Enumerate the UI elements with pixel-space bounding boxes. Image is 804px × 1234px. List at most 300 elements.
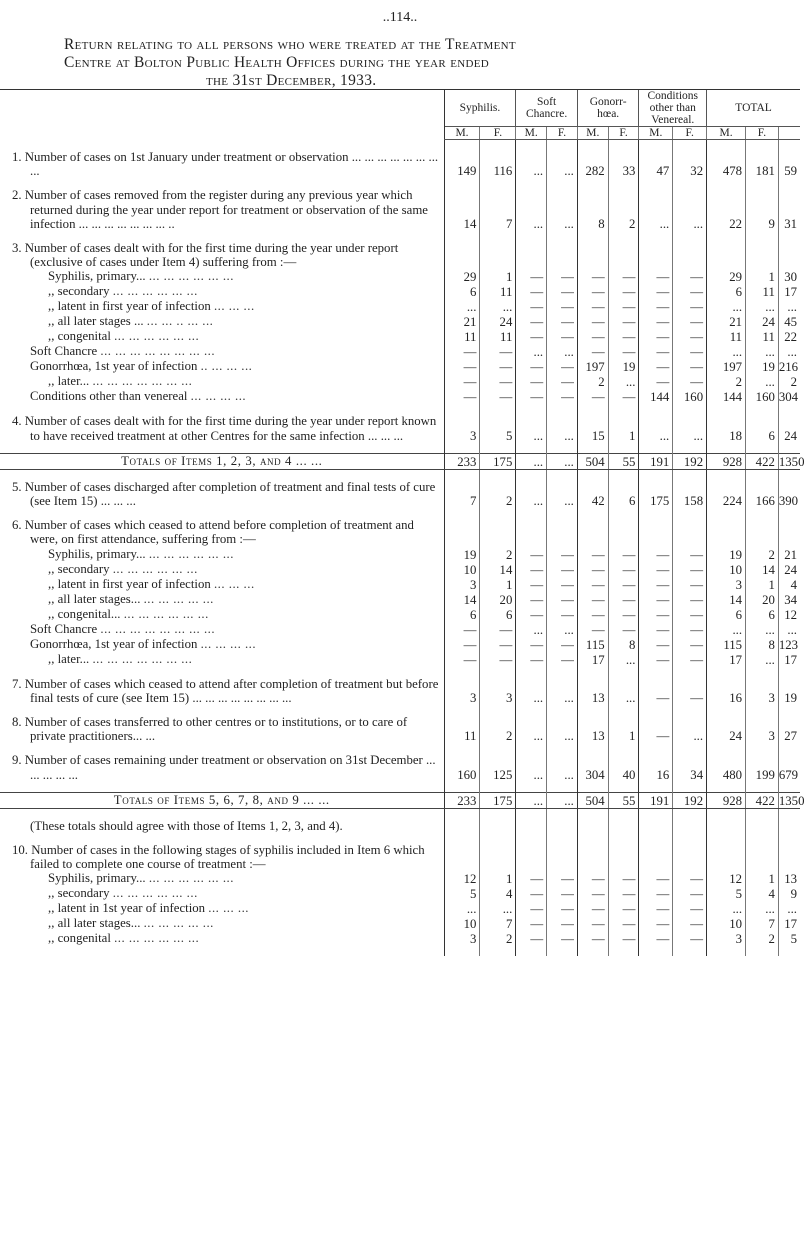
value-cell: — (480, 374, 516, 389)
value-cell: 11 (480, 329, 516, 344)
spacer-cell (480, 469, 516, 480)
leader-dots: ... ... ... ... ... ... (112, 561, 198, 576)
value-cell: 30 (778, 269, 800, 284)
leader-dots: ... ... ... ... ... ... (148, 546, 234, 561)
spacer-cell (577, 231, 608, 241)
spacer-cell (778, 178, 800, 188)
value-cell: — (516, 607, 547, 622)
value-cell: — (608, 901, 639, 916)
value-cell: 1 (746, 577, 779, 592)
value-cell: 14 (707, 592, 746, 607)
spacer-cell (547, 178, 578, 188)
value-cell: — (480, 637, 516, 652)
sub-header-f: F. (608, 127, 639, 140)
row-label-text: Gonorrhœa, 1st year of infection (30, 359, 198, 374)
value-cell: ... (547, 344, 578, 359)
value-cell: 2 (480, 715, 516, 743)
spacer-cell (0, 667, 444, 677)
value-cell: ... (746, 652, 779, 667)
row-label: 9. Number of cases remaining under treatment or observation on 31st December ... ... ... ... ... (12, 753, 436, 782)
spacer-cell (480, 508, 516, 518)
value-cell: — (547, 916, 578, 931)
row-label-text: ,, secondary (48, 561, 110, 576)
item-row (0, 241, 800, 269)
spacer-cell (577, 743, 608, 753)
value-cell: 233 (444, 792, 480, 808)
value-cell: ... (547, 622, 578, 637)
spacer-cell (608, 782, 639, 793)
value-cell: ... (673, 414, 707, 442)
row-label-text: ,, secondary (48, 886, 110, 901)
value-cell: 10 (444, 916, 480, 931)
value-cell: — (547, 374, 578, 389)
value-cell: ... (707, 299, 746, 314)
value-cell: — (480, 359, 516, 374)
spacer-cell (778, 404, 800, 414)
value-cell: 55 (608, 792, 639, 808)
spacer-row (0, 782, 800, 793)
spacer-cell (547, 705, 578, 715)
spacer-cell (778, 469, 800, 480)
value-cell: 144 (707, 389, 746, 404)
row-label: 3. Number of cases dealt with for the first time during the year under report (exclusive of cases under Item 4) suffering from :— (12, 241, 399, 270)
leader-dots: ... ... ... (208, 901, 249, 916)
spacer-cell (746, 178, 779, 188)
value-cell: ... (547, 414, 578, 442)
value-cell: — (639, 299, 673, 314)
spacer-cell (778, 231, 800, 241)
spacer-cell (0, 443, 444, 454)
value-cell: — (577, 314, 608, 329)
document-heading (64, 36, 784, 90)
row-label-text: ,, latent in 1st year of infection (48, 901, 206, 916)
value-cell: — (673, 284, 707, 299)
value-cell: — (547, 562, 578, 577)
value-cell: — (577, 269, 608, 284)
leader-dots: ... ... ... ... ... ... (148, 269, 234, 284)
spacer-cell (0, 808, 444, 819)
value-cell: 2 (608, 188, 639, 231)
value-cell: — (639, 916, 673, 931)
value-cell: 3 (707, 577, 746, 592)
sub-item-row (0, 592, 800, 607)
spacer-row (0, 833, 800, 843)
spacer-cell (547, 667, 578, 677)
value-cell (608, 518, 639, 546)
spacer-cell (0, 178, 444, 188)
spacer-cell (707, 178, 746, 188)
value-cell: 55 (608, 453, 639, 469)
value-cell: 8 (577, 188, 608, 231)
value-cell: 1 (480, 269, 516, 284)
value-cell: — (444, 637, 480, 652)
value-cell (608, 819, 639, 833)
value-cell: — (639, 577, 673, 592)
col-group-syphilis: Syphilis. (444, 90, 516, 127)
value-cell: 1 (608, 715, 639, 743)
value-cell: 22 (707, 188, 746, 231)
value-cell (746, 241, 779, 269)
spacer-cell (444, 946, 480, 956)
leader-dots: ... ... ... ... ... ... ... (92, 651, 193, 666)
row-label (0, 577, 444, 592)
value-cell: 17 (577, 652, 608, 667)
value-cell: 3 (707, 931, 746, 946)
sub-header-f: F. (746, 127, 779, 140)
spacer-cell (707, 404, 746, 414)
value-cell: — (608, 577, 639, 592)
value-cell: — (516, 359, 547, 374)
sub-item-row (0, 374, 800, 389)
value-cell: ... (547, 188, 578, 231)
value-cell: 8 (746, 637, 779, 652)
spacer-cell (746, 705, 779, 715)
value-cell (746, 518, 779, 546)
value-cell: 3 (746, 677, 779, 705)
col-group-soft-chancre: Soft Chancre. (516, 90, 578, 127)
spacer-cell (778, 946, 800, 956)
value-cell: 19 (778, 677, 800, 705)
value-cell: ... (547, 453, 578, 469)
row-label (0, 547, 444, 562)
value-cell: — (516, 284, 547, 299)
spacer-cell (707, 833, 746, 843)
spacer-cell (639, 178, 673, 188)
spacer-cell (778, 667, 800, 677)
value-cell: — (639, 607, 673, 622)
value-cell: — (547, 592, 578, 607)
item-row (0, 518, 800, 546)
value-cell: ... (516, 480, 547, 508)
spacer-cell (547, 946, 578, 956)
value-cell: — (639, 314, 673, 329)
value-cell: — (608, 592, 639, 607)
sub-header-m: M. (577, 127, 608, 140)
leader-dots: ... ... ... ... ... (143, 591, 214, 606)
spacer-row (0, 508, 800, 518)
value-cell: 116 (480, 150, 516, 178)
spacer-cell (480, 140, 516, 151)
row-label (0, 886, 444, 901)
spacer-cell (778, 743, 800, 753)
spacer-cell (673, 443, 707, 454)
col-group-gonorrhoea: Gonorr- hœa. (577, 90, 639, 127)
value-cell: ... (746, 901, 779, 916)
value-cell: 2 (577, 374, 608, 389)
value-cell: 17 (778, 284, 800, 299)
sub-item-row (0, 314, 800, 329)
value-cell: 158 (673, 480, 707, 508)
spacer-cell (707, 782, 746, 793)
sub-item-row (0, 299, 800, 314)
leader-dots: ... ... ... ... ... ... ... ... (100, 344, 216, 359)
value-cell: ... (444, 901, 480, 916)
value-cell: 1 (746, 871, 779, 886)
value-cell: ... (516, 414, 547, 442)
value-cell: 5 (707, 886, 746, 901)
value-cell: — (608, 269, 639, 284)
value-cell: 4 (480, 886, 516, 901)
value-cell: — (547, 284, 578, 299)
spacer-cell (608, 178, 639, 188)
value-cell (516, 843, 547, 871)
spacer-cell (673, 833, 707, 843)
value-cell: 11 (707, 329, 746, 344)
spacer-cell (480, 946, 516, 956)
value-cell (639, 819, 673, 833)
value-cell: 3 (444, 931, 480, 946)
value-cell: — (639, 901, 673, 916)
value-cell: — (547, 389, 578, 404)
spacer-cell (673, 667, 707, 677)
value-cell: 19 (746, 359, 779, 374)
spacer-cell (707, 743, 746, 753)
value-cell: — (639, 329, 673, 344)
value-cell: 1350 (778, 793, 804, 808)
spacer-cell (746, 667, 779, 677)
value-cell: 1 (608, 414, 639, 442)
spacer-cell (608, 833, 639, 843)
value-cell: 1 (480, 577, 516, 592)
value-cell: 10 (707, 562, 746, 577)
row-label (0, 592, 444, 607)
spacer-cell (707, 443, 746, 454)
value-cell: — (608, 931, 639, 946)
value-cell: ... (547, 677, 578, 705)
value-cell: — (673, 931, 707, 946)
value-cell: 304 (778, 390, 799, 405)
row-label-text: ,, all later stages... (48, 916, 141, 931)
value-cell: — (608, 389, 639, 404)
value-cell: ... (608, 374, 639, 389)
item-row (0, 188, 800, 231)
spacer-cell (0, 743, 444, 753)
value-cell: 31 (778, 188, 800, 231)
value-cell: — (516, 314, 547, 329)
value-cell: 3 (444, 414, 480, 442)
value-cell: 29 (707, 269, 746, 284)
item-row (0, 753, 800, 781)
value-cell (480, 518, 516, 546)
value-cell: 6 (746, 414, 779, 442)
value-cell: ... (778, 901, 800, 916)
spacer-cell (673, 231, 707, 241)
spacer-cell (639, 782, 673, 793)
row-label (0, 607, 444, 622)
spacer-cell (746, 443, 779, 454)
value-cell (639, 843, 673, 871)
value-cell: — (516, 637, 547, 652)
spacer-cell (707, 808, 746, 819)
row-label (0, 284, 444, 299)
leader-dots: ... ... ... ... ... ... (114, 329, 200, 344)
sub-header-m: M. (639, 127, 673, 140)
spacer-cell (547, 743, 578, 753)
spacer-cell (707, 508, 746, 518)
spacer-cell (707, 140, 746, 151)
value-cell: — (547, 547, 578, 562)
totals-row (0, 792, 800, 808)
value-cell: — (639, 871, 673, 886)
spacer-cell (778, 140, 800, 151)
spacer-cell (0, 782, 444, 793)
row-label (0, 344, 444, 359)
value-cell: — (547, 299, 578, 314)
spacer-cell (516, 808, 547, 819)
row-label (0, 359, 444, 374)
value-cell: 115 (707, 637, 746, 652)
spacer-cell (639, 469, 673, 480)
value-cell: 191 (639, 792, 673, 808)
value-cell (444, 241, 480, 269)
spacer-cell (707, 667, 746, 677)
leader-dots: .. ... ... ... (200, 359, 253, 374)
value-cell: 9 (778, 886, 800, 901)
value-cell: — (547, 269, 578, 284)
value-cell (516, 241, 547, 269)
value-cell: — (639, 344, 673, 359)
spacer-row (0, 178, 800, 188)
value-cell: — (480, 344, 516, 359)
value-cell: ... (673, 715, 707, 743)
row-label-text: ,, all later stages... (48, 591, 141, 606)
sub-header-m: M. (516, 127, 547, 140)
value-cell: — (673, 344, 707, 359)
spacer-row (0, 667, 800, 677)
spacer-cell (444, 667, 480, 677)
value-cell (673, 518, 707, 546)
row-label-text: ,, secondary (48, 284, 110, 299)
value-cell: 233 (444, 453, 480, 469)
value-cell: 11 (444, 715, 480, 743)
spacer-cell (444, 178, 480, 188)
value-cell: 10 (444, 562, 480, 577)
leader-dots: ... ... ... ... ... (143, 916, 214, 931)
value-cell: 17 (707, 652, 746, 667)
sub-header-m: M. (444, 127, 480, 140)
value-cell: 20 (480, 592, 516, 607)
value-cell: 34 (778, 592, 800, 607)
spacer-cell (577, 508, 608, 518)
value-cell: 27 (778, 715, 800, 743)
spacer-cell (444, 231, 480, 241)
value-cell: — (639, 637, 673, 652)
value-cell: — (639, 562, 673, 577)
spacer-cell (547, 231, 578, 241)
value-cell: 2 (778, 374, 800, 389)
item-row (0, 819, 800, 833)
value-cell: — (480, 622, 516, 637)
value-cell: 16 (707, 677, 746, 705)
row-label (0, 299, 444, 314)
value-cell (516, 819, 547, 833)
spacer-cell (778, 782, 800, 793)
spacer-row (0, 705, 800, 715)
spacer-cell (673, 808, 707, 819)
value-cell: ... (746, 344, 779, 359)
spacer-cell (639, 833, 673, 843)
row-label-text: Syphilis, primary... (48, 546, 146, 561)
row-label: 8. Number of cases transferred to other centres or to institutions, or to care of private practitioners... ... (12, 715, 408, 744)
leader-dots: ... ... ... ... ... ... (114, 931, 200, 946)
spacer-cell (673, 782, 707, 793)
value-cell: 14 (480, 562, 516, 577)
value-cell: 6 (608, 480, 639, 508)
spacer-cell (639, 808, 673, 819)
row-label-text: ,, all later stages ... (48, 314, 144, 329)
value-cell: 19 (444, 547, 480, 562)
value-cell: 4 (746, 886, 779, 901)
row-label (0, 637, 444, 652)
value-cell: — (516, 389, 547, 404)
row-label (0, 916, 444, 931)
value-cell: ... (516, 453, 547, 469)
row-label: 6. Number of cases which ceased to attend before completion of treatment and were, on first attendance, suffering from :— (12, 518, 414, 547)
row-label (0, 314, 444, 329)
spacer-cell (516, 140, 547, 151)
value-cell: — (480, 652, 516, 667)
value-cell: 125 (480, 753, 516, 781)
value-cell (547, 819, 578, 833)
sub-header-all (778, 127, 800, 140)
value-cell: 928 (707, 453, 746, 469)
spacer-cell (0, 705, 444, 715)
value-cell: 7 (480, 188, 516, 231)
value-cell: — (673, 607, 707, 622)
spacer-cell (673, 178, 707, 188)
value-cell: 42 (577, 480, 608, 508)
value-cell (444, 819, 480, 833)
sub-item-row (0, 284, 800, 299)
value-cell (673, 241, 707, 269)
sub-item-row (0, 901, 800, 916)
row-label (0, 374, 444, 389)
value-cell: — (516, 547, 547, 562)
row-label (0, 622, 444, 637)
spacer-cell (516, 469, 547, 480)
value-cell: 3 (444, 577, 480, 592)
value-cell: — (673, 299, 707, 314)
spacer-cell (707, 705, 746, 715)
value-cell: 6 (444, 607, 480, 622)
spacer-cell (480, 667, 516, 677)
value-cell: — (608, 871, 639, 886)
spacer-cell (673, 469, 707, 480)
spacer-cell (444, 782, 480, 793)
value-cell: 29 (444, 269, 480, 284)
spacer-cell (746, 743, 779, 753)
value-cell: 6 (707, 607, 746, 622)
value-cell: 115 (577, 637, 608, 652)
leader-dots: ... ... .. ... ... (146, 314, 214, 329)
value-cell: — (577, 389, 608, 404)
value-cell (746, 819, 779, 833)
value-cell: 33 (608, 150, 639, 178)
value-cell: 422 (746, 453, 779, 469)
spacer-cell (778, 705, 800, 715)
value-cell: ... (778, 622, 800, 637)
spacer-cell (608, 443, 639, 454)
value-cell: 160 (444, 753, 480, 781)
sub-header-f: F. (673, 127, 707, 140)
table-header (0, 90, 800, 140)
value-cell (577, 241, 608, 269)
value-cell: 504 (577, 453, 608, 469)
value-cell: 13 (778, 871, 800, 886)
spacer-cell (0, 946, 444, 956)
value-cell: — (577, 931, 608, 946)
item-row (0, 150, 800, 178)
